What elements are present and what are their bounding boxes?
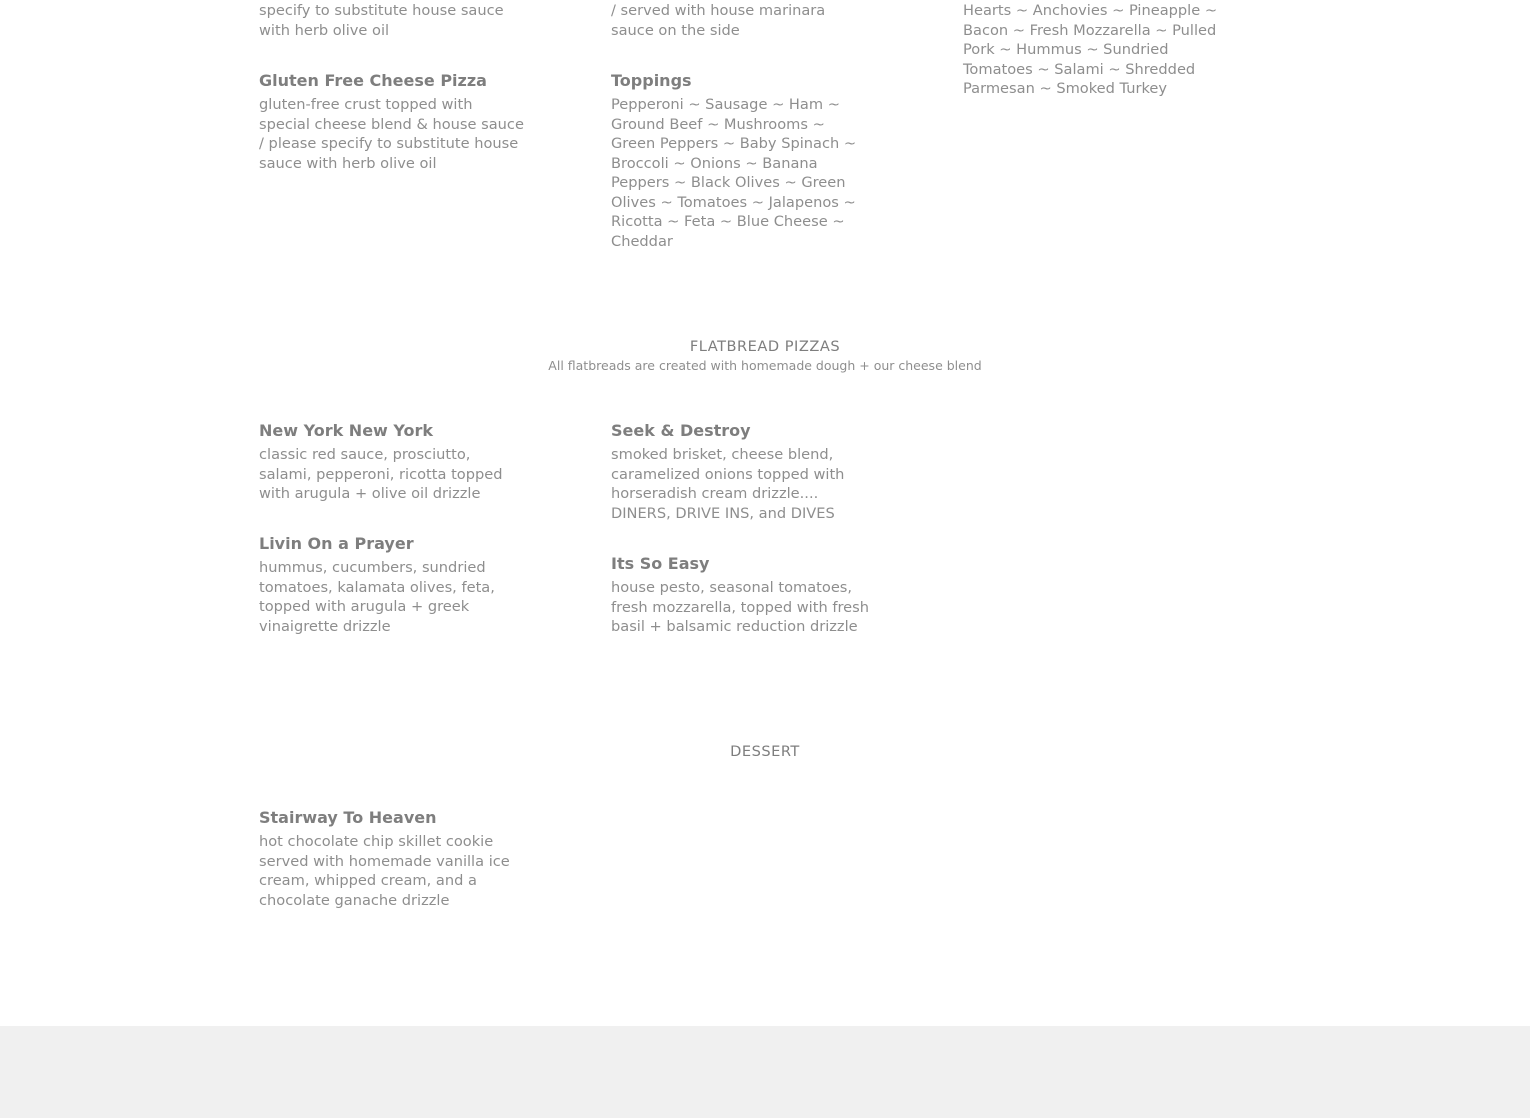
- menu-item-description: house pesto, seasonal tomatoes, fresh mozzarella, topped with fresh basil + balsamic reduction drizzle: [611, 579, 869, 635]
- menu-item-title: Seek & Destroy: [611, 421, 751, 440]
- toppings-list-continued: Hearts ~ Anchovies ~ Pineapple ~ Bacon ~ Fresh Mozzarella ~ Pulled Pork ~ Hummus ~ Sundried Tomatoes ~ Salami ~ Shredded Parmesan ~ Smoked Turkey: [963, 2, 1218, 97]
- section-subheading: All flatbreads are created with homemade dough + our cheese blend: [548, 358, 982, 373]
- section-heading: DESSERT: [730, 743, 800, 760]
- toppings-list: Pepperoni ~ Sausage ~ Ham ~ Ground Beef ~ Mushrooms ~ Green Peppers ~ Baby Spinach ~ Broccoli ~ Onions ~ Banana Peppers ~ Black Olives ~ Green Olives ~ Tomatoes ~ Jalapenos ~ Ricotta ~ Feta ~ Blue Cheese ~ Cheddar: [611, 96, 857, 250]
- menu-item-description: gluten-free crust topped with special cheese blend & house sauce / please specify to substitute house sauce with herb olive oil: [259, 96, 524, 172]
- menu-item-title: New York New York: [259, 421, 434, 440]
- footer: [0, 1026, 1530, 1118]
- menu-item-title: Livin On a Prayer: [259, 534, 414, 553]
- menu-item-title: Toppings: [611, 71, 692, 90]
- menu-item-title: Stairway To Heaven: [259, 808, 437, 827]
- menu-item-title: Its So Easy: [611, 554, 710, 573]
- menu-item-title: Gluten Free Cheese Pizza: [259, 71, 487, 90]
- item-description: specify to substitute house sauce with herb olive oil: [259, 2, 504, 39]
- item-description: / served with house marinara sauce on the side: [611, 2, 826, 39]
- menu-item-description: smoked brisket, cheese blend, caramelized onions topped with horseradish cream drizzle.... DINERS, DRIVE INS, and DIVES: [611, 446, 845, 522]
- menu-item-description: classic red sauce, prosciutto, salami, pepperoni, ricotta topped with arugula + olive oil drizzle: [259, 446, 503, 502]
- section-heading: FLATBREAD PIZZAS: [689, 338, 841, 355]
- menu-item-description: hummus, cucumbers, sundried tomatoes, kalamata olives, feta, topped with arugula + greek vinaigrette drizzle: [259, 559, 495, 635]
- menu-item-description: hot chocolate chip skillet cookie served with homemade vanilla ice cream, whipped cream, and a chocolate ganache drizzle: [259, 833, 510, 909]
